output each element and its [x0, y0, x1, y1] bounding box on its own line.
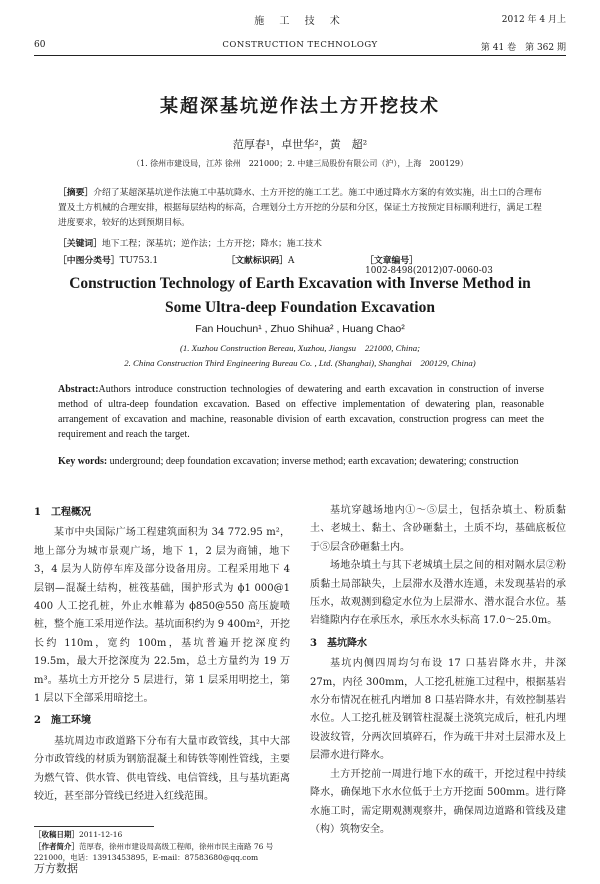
groundwater-paragraph: 场地杂填土与其下老城填土层之间的相对隔水层②粉质黏土局部缺失，上层滞水及潜水连通，未发现基岩的承压水，故观测到稳定水位为上层滞水、潜水混合水位。基岩缝隙内存在承压水，承压水水头标高 17.0～25.0m。 — [310, 560, 566, 627]
affiliation-en-2: 2. China Construction Third Engineering Bureau Co. , Ltd. (Shanghai), Shanghai 200129, China) — [124, 358, 476, 368]
article-id-value: 1002-8498(2012)07-0060-03 — [365, 266, 493, 276]
title-en — [0, 272, 600, 320]
clc-value: TU753.1 — [119, 256, 159, 266]
journal-name-en: CONSTRUCTION TECHNOLOGY — [222, 40, 378, 50]
received-date — [34, 829, 290, 841]
article-id-label: ［文章编号］ — [365, 256, 418, 266]
section-1-paragraph: 某市中央国际广场工程建筑面积为 34 772.95 m²，地上部分为城市景观广场，地下 1，2 层为商铺，地下 3，4 层为人防停车库及部分设备用房。工程采用地下 4 层钢—混凝土结构，桩筏基础，围护形式为 ϕ1 000@1 400 人工挖孔桩，外止水帷幕为 ϕ850@550 高压旋喷桩，整个施工采用逆作法。基坑面积约为 9 400m²，开挖长约 110m，宽约 100m，基坑普遍开挖深度约 19.5m，最大开挖深度为 22.5m，总土方量约为 19 万 m³。基坑土方开挖分 5 层进行，第 1 层采用明挖土，第 1 层以下全部采用暗挖土。 — [34, 527, 290, 705]
keywords-cn-text: 地下工程；深基坑；逆作法；土方开挖；降水；施工技术 — [102, 239, 322, 249]
dewatering-process-paragraph: 土方开挖前一周进行地下水的疏干，开挖过程中持续降水，确保地下水水位低于土方开挖面 500mm。进行降水施工时，需定期观测观察井，确保周边道路和管线及建（构）筑物安全。 — [310, 768, 566, 835]
body-right-column — [310, 502, 566, 839]
abstract-cn-label: ［摘要］ — [58, 188, 94, 198]
title-en-line-1: Construction Technology of Earth Excavation with Inverse Method in — [69, 275, 531, 292]
abstract-en — [58, 382, 544, 442]
received-label: ［收稿日期］ — [34, 830, 79, 839]
section-3-heading: 3 基坑降水 — [310, 637, 367, 649]
abstract-cn-text: 介绍了某超深基坑逆作法施工中基坑降水、土方开挖的施工工艺。施工中通过降水方案的有效实施，出土口的合理布置及土方机械的合理安排，根据每层结构的标高，合理划分土方开挖的分层和分区，保证土方按预定目标顺利进行，满足工程进度要求，较好的达到预期目标。 — [58, 188, 542, 228]
title-en-line-2: Some Ultra-deep Foundation Excavation — [165, 299, 435, 316]
author-bio-label: ［作者简介］ — [34, 841, 79, 851]
keywords-en-label: Key words: — [58, 456, 108, 467]
doc-code-value: A — [288, 256, 295, 266]
watermark: 万方数据 — [34, 862, 78, 875]
title-cn: 某超深基坑逆作法土方开挖技术 — [160, 96, 440, 117]
abstract-en-label: Abstract: — [58, 384, 99, 395]
keywords-en-text: underground; deep foundation excavation; inverse method; earth excavation; dewatering; construction — [109, 456, 519, 467]
section-1-heading: 1 工程概况 — [34, 507, 91, 518]
keywords-cn-label: ［关键词］ — [58, 239, 102, 249]
header-rule — [34, 55, 566, 56]
doc-code-label: ［文献标识码］ — [226, 256, 289, 266]
keywords-en — [58, 454, 544, 469]
abstract-cn — [58, 186, 544, 231]
author-bio-text: 范厚春，徐州市建设局高级工程师，徐州市民主南路 76 号 221000，电话：13913453895，E-mail：87583680@qq.com — [34, 841, 281, 862]
volume-issue: 第 41 卷 第 362 期 — [480, 43, 566, 53]
received-value: 2011-12-16 — [79, 830, 123, 839]
authors-cn: 范厚春¹，卓世华²，黄 超² — [232, 138, 368, 151]
affiliations-cn: （1. 徐州市建设局，江苏 徐州 221000；2. 中建三局股份有限公司（沪），上海 200129） — [132, 159, 468, 168]
clc-label: ［中图分类号］ — [58, 256, 120, 266]
abstract-en-text: Authors introduce construction technologies of dewatering and earth excavation in construction of inverse method of ultra-deep foundation excavation. Based on effective implementation of dewatering plan, reasonable arrangement of excavation and machine, reasonable division of earth excavation, construction progress can meet the requirement and reach the target. — [58, 384, 544, 440]
keywords-cn — [58, 237, 544, 252]
section-2-paragraph: 基坑周边市政道路下分布有大量市政管线，其中大部分市政管线的材质为钢筋混凝土和铸铁等刚性管线，主要为燃气管、供水管、供电管线、电信管线，且与基坑距离较近，甚至部分管线已经进入红线范围。 — [34, 735, 290, 803]
issue-date: 2012 年 4 月上 — [501, 15, 566, 25]
authors-en: Fan Houchun¹ , Zhuo Shihua² , Huang Chao² — [195, 323, 405, 335]
journal-name-cn: 施 工 技 术 — [254, 16, 346, 27]
page-number: 60 — [34, 40, 46, 50]
footnote — [34, 829, 290, 864]
dewatering-wells-paragraph: 基坑内侧四周均匀布设 17 口基岩降水井，井深 27m，内径 300mm，人工挖孔桩施工过程中，根据基岩水分布情况在桩孔内增加 8 口基岩降水井，有效控制基岩水位。人工挖孔桩及钢管柱混凝土浇筑完成后，桩孔内埋设波纹管，分两次回填碎石，作为疏干井对土层滞水及上层滞水进行降水。 — [310, 658, 566, 762]
footnote-rule — [34, 826, 154, 827]
affiliation-en-1: (1. Xuzhou Construction Bereau, Xuzhou, Jiangsu 221000, China; — [179, 343, 421, 353]
strata-paragraph: 基坑穿越场地内①～⑤层土，包括杂填土、粉质黏土、老城土、黏土、含砂砸黏土，土质不均，基础底板位于⑤层含砂砸黏土内。 — [310, 505, 566, 553]
body-left-column — [34, 500, 290, 807]
section-2-heading: 2 施工环境 — [34, 715, 91, 727]
